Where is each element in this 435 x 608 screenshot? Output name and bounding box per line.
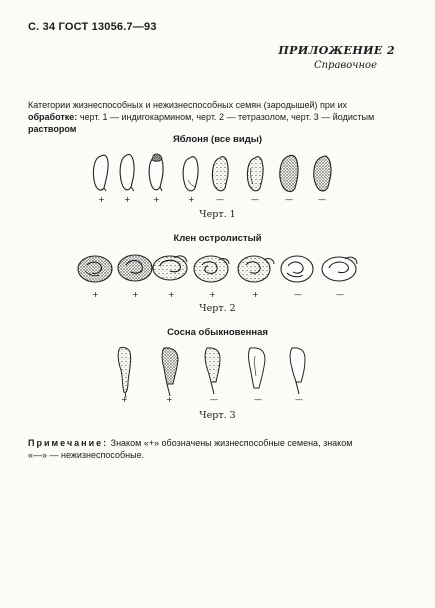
footnote-label: Примечание:: [28, 438, 109, 448]
apple-seed-7: [280, 155, 298, 191]
fig1-sign-7: —: [285, 195, 293, 204]
fig1-sign-3: +: [153, 195, 160, 204]
pine-seed-5: [290, 348, 305, 394]
maple-seed-7: [322, 257, 357, 281]
fig2-sign-7: —: [336, 290, 344, 299]
figure-2-title: Клен остролистый: [173, 233, 262, 244]
apple-seed-8: [314, 156, 331, 191]
fig2-sign-6: —: [294, 290, 302, 299]
fig2-sign-2: +: [132, 290, 139, 299]
apple-seed-6: [247, 157, 263, 191]
fig3-sign-3: —: [210, 395, 218, 404]
fig1-sign-5: —: [216, 195, 224, 204]
pine-seed-2: [162, 348, 178, 396]
figure-2-caption: Черт. 2: [199, 303, 236, 314]
apple-seed-1: [93, 155, 108, 191]
fig3-sign-1: +: [121, 395, 128, 404]
maple-seed-3: [153, 256, 187, 280]
fig2-sign-3: +: [168, 290, 175, 299]
fig3-sign-2: +: [166, 395, 173, 404]
footnote: [28, 437, 408, 461]
maple-seed-6: [281, 256, 313, 282]
fig1-sign-6: —: [251, 195, 259, 204]
page-header: С. 34 ГОСТ 13056.7—93: [28, 21, 157, 33]
appendix-subtitle: Справочное: [313, 60, 377, 71]
apple-seed-2: [120, 154, 134, 191]
fig1-sign-2: +: [124, 195, 131, 204]
figure-3-caption: Черт. 3: [199, 410, 236, 421]
figure-1-caption: Черт. 1: [199, 209, 236, 220]
intro-line-2: [28, 111, 408, 123]
intro-line-3: раствором: [28, 124, 77, 134]
fig1-sign-1: +: [98, 195, 105, 204]
fig2-sign-4: +: [209, 290, 216, 299]
maple-seed-5: [238, 256, 274, 282]
figure-1-drawing: [0, 150, 435, 208]
fig3-sign-4: —: [254, 395, 262, 404]
fig2-sign-5: +: [252, 290, 259, 299]
intro-paragraph: [28, 99, 408, 135]
appendix-title: ПРИЛОЖЕНИЕ 2: [278, 44, 395, 57]
maple-seed-2: [118, 255, 152, 281]
footnote-line-2: «—» — нежизнеспособные.: [28, 450, 145, 460]
pine-seed-3: [205, 348, 220, 394]
apple-seed-4: [183, 157, 198, 191]
footnote-line-1: [28, 437, 408, 449]
fig1-sign-8: —: [318, 195, 326, 204]
maple-seed-4: [194, 256, 229, 282]
pine-seed-1: [118, 347, 130, 398]
pine-seed-4: [248, 348, 265, 388]
fig3-sign-5: —: [295, 395, 303, 404]
footnote-line-1-rest: Знаком «+» обозначены жизнеспособные семена, знаком: [108, 438, 353, 448]
maple-seed-1: [78, 256, 112, 282]
intro-line-1: Категории жизнеспособных и нежизнеспособных семян (зародышей) при их: [28, 100, 347, 110]
fig1-sign-4: +: [188, 195, 195, 204]
figure-3-title: Сосна обыкновенная: [167, 327, 268, 338]
figure-2-drawing: [0, 251, 435, 301]
figure-1-title: Яблоня (все виды): [172, 134, 263, 145]
figure-3-drawing: [0, 344, 435, 406]
intro-line-2-rest: черт. 1 — индигокармином, черт. 2 — тетразолом, черт. 3 — йодистым: [77, 112, 375, 122]
apple-seed-3: [149, 154, 163, 191]
intro-line-2-lead: обработке:: [28, 112, 78, 122]
fig2-sign-1: +: [92, 290, 99, 299]
apple-seed-5: [212, 157, 228, 191]
